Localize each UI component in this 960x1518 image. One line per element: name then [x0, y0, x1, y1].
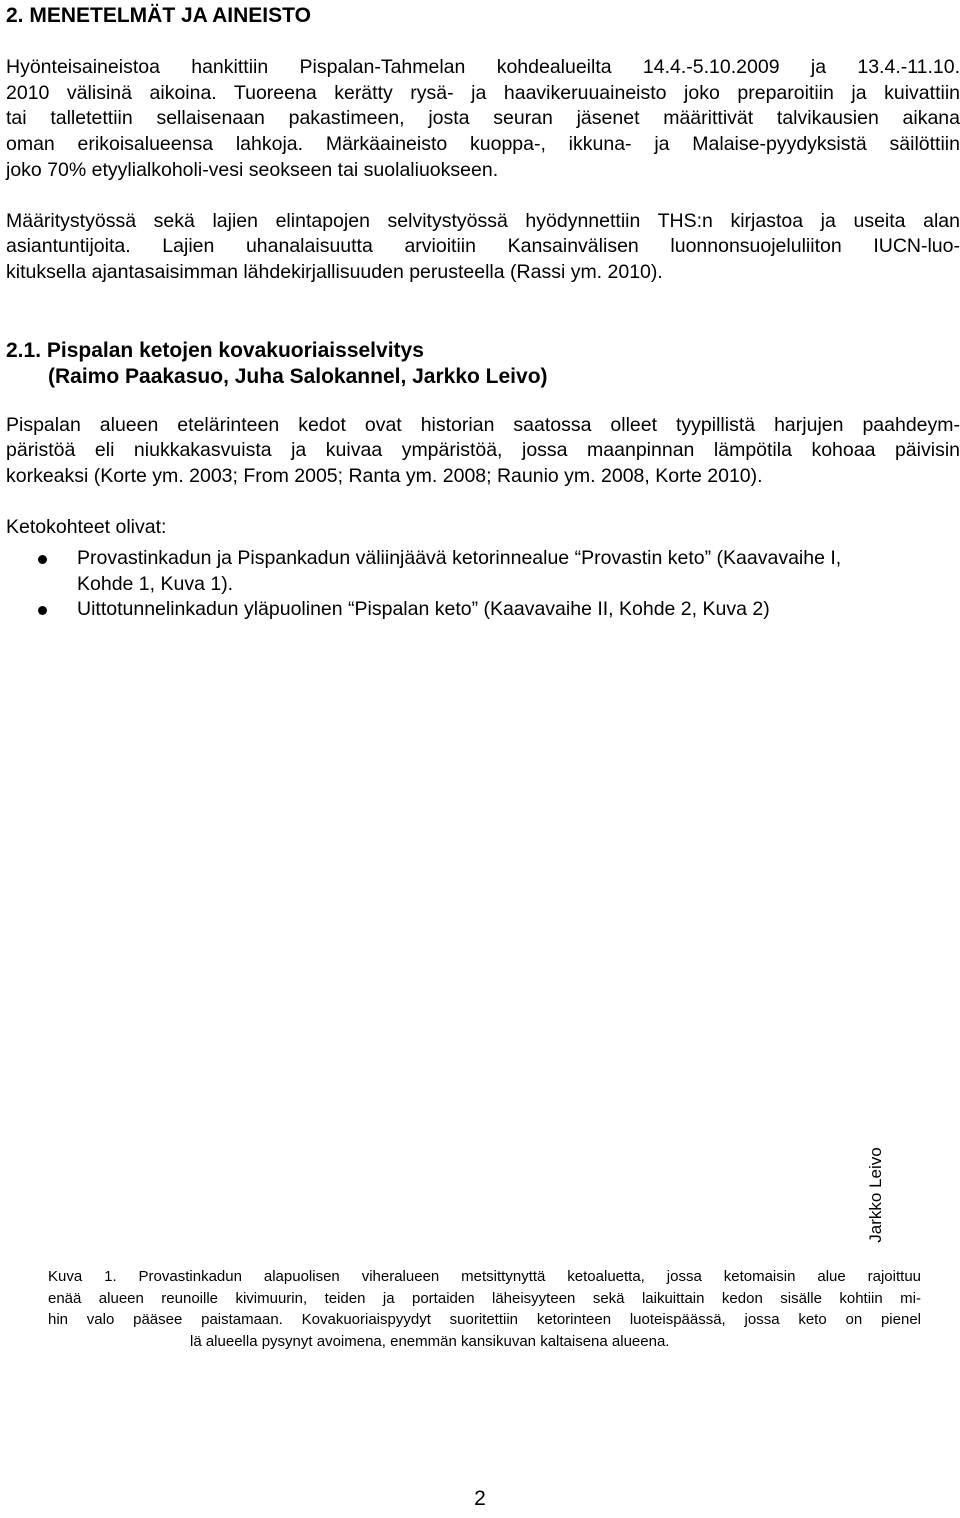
- caption-line-4: lä alueella pysynyt avoimena, enemmän kansikuvan kaltaisena alueena.: [190, 1333, 670, 1350]
- methods-line-2: asiantuntijoita. Lajien uhanalaisuutta arvioitiin Kansainvälisen luonnonsuojeluliiton IUCN-luo-: [6, 235, 960, 257]
- subsection-title: 2.1. Pispalan ketojen kovakuoriaisselvitys: [6, 339, 424, 362]
- methods-line-3: kituksella ajantasaisimman lähdekirjallisuuden perusteella (Rassi ym. 2010).: [6, 261, 663, 283]
- page-number: 2: [474, 1487, 486, 1510]
- intro-line-2: 2010 välisinä aikoina. Tuoreena kerätty rysä- ja haavikeruuaineisto joko preparoitiin ja kuivattiin: [6, 82, 960, 104]
- photo-credit: Jarkko Leivo: [866, 1147, 885, 1243]
- list-item-line-1: Provastinkadun ja Pispankadun väliinjäävä ketorinnealue “Provastin keto” (Kaavavaihe I,: [77, 547, 842, 569]
- subsection-line-3: korkeaksi (Korte ym. 2003; From 2005; Ranta ym. 2008; Raunio ym. 2008, Korte 2010).: [6, 465, 763, 487]
- list-intro: Ketokohteet olivat:: [6, 516, 167, 538]
- subsection-line-1: Pispalan alueen etelärinteen kedot ovat historian saatossa olleet tyypillistä harjujen paahdeym-: [6, 414, 960, 436]
- intro-line-5: joko 70% etyylialkoholi-vesi seokseen tai suolaliuokseen.: [6, 159, 499, 181]
- list-item-line-2: Kohde 1, Kuva 1).: [77, 573, 234, 595]
- methods-line-1: Määritystyössä sekä lajien elintapojen selvitystyössä hyödynnettiin THS:n kirjastoa ja useita alan: [6, 210, 960, 232]
- list-item-line-1: Uittotunnelinkadun yläpuolinen “Pispalan keto” (Kaavavaihe II, Kohde 2, Kuva 2): [77, 598, 770, 620]
- subsection-authors: (Raimo Paakasuo, Juha Salokannel, Jarkko Leivo): [48, 365, 548, 388]
- caption-line-3: hin valo pääsee paistamaan. Kovakuoriaispyydyt suoritettiin ketorinteen luoteispäässä, jossa keto on pienel: [48, 1311, 921, 1328]
- intro-line-1: Hyönteisaineistoa hankittiin Pispalan-Tahmelan kohdealueilta 14.4.-5.10.2009 ja 13.4.-11.10.: [6, 56, 960, 78]
- subsection-line-2: päristöä eli niukkakasvuista ja kuivaa ympäristöä, jossa maanpinnan lämpötila kohoaa päivisin: [6, 439, 960, 461]
- bullet-icon: [38, 606, 47, 615]
- intro-line-3: tai talletettiin sellaisenaan pakastimeen, josta seuran jäsenet määrittivät talvikausien aikana: [6, 107, 960, 129]
- caption-line-1: Kuva 1. Provastinkadun alapuolisen viheralueen metsittynyttä ketoaluetta, jossa ketomaisin alue rajoittuu: [48, 1268, 921, 1285]
- caption-line-2: enää alueen reunoille kivimuurin, teiden ja portaiden läheisyyteen sekä laikuittain kedon sisälle kohtiin mi-: [48, 1290, 921, 1307]
- intro-line-4: oman erikoisalueensa lahkoja. Märkäaineisto kuoppa-, ikkuna- ja Malaise-pyydyksistä säilöttiin: [6, 133, 960, 155]
- section-heading: 2. MENETELMÄT JA AINEISTO: [6, 4, 311, 27]
- bullet-icon: [38, 555, 47, 564]
